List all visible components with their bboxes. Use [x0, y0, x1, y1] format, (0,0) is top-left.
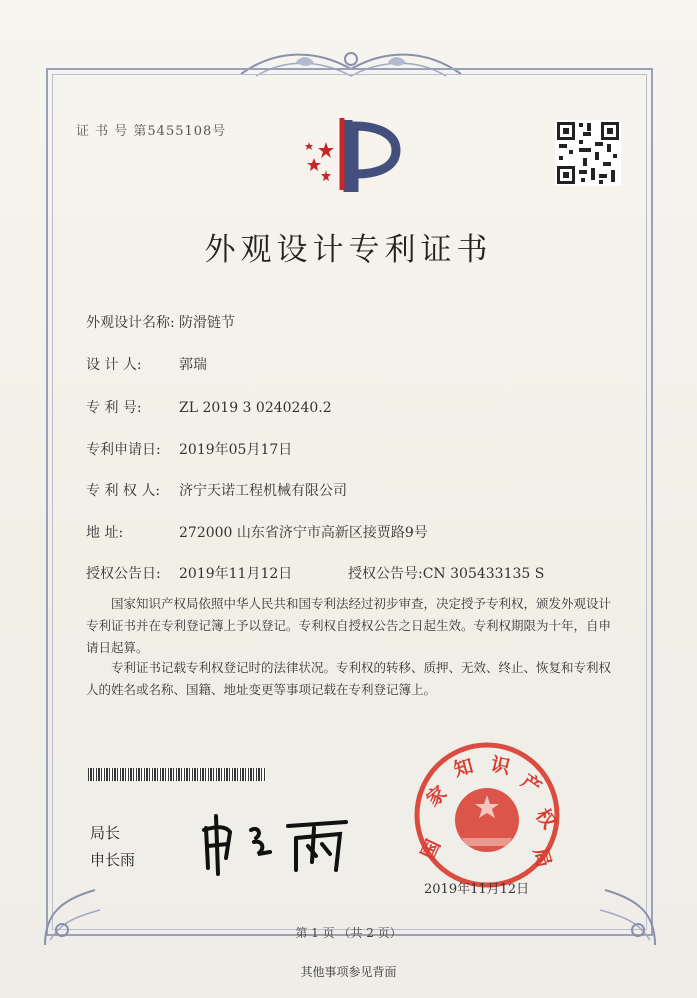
patent-office-emblem [296, 112, 406, 192]
field-patent-number [86, 397, 332, 417]
seal-char: 权 [531, 804, 561, 833]
field-address [86, 522, 428, 542]
seal-char: 识 [488, 753, 513, 779]
field-label: 专利申请日: [86, 442, 161, 458]
seal-char: 国 [417, 836, 446, 863]
field-label: 授权公告日: [86, 566, 161, 582]
certificate-number: 证 书 号 第5455108号 [76, 124, 227, 139]
official-seal [412, 740, 562, 890]
body-paragraph-1: 国家知识产权局依照中华人民共和国专利法经过初步审查，决定授予专利权，颁发外观设计专利证书并在专利登记簿上予以登记。专利权自授权公告之日起生效。专利权期限为十年，自申请日起算。 [86, 596, 612, 655]
field-value: ZL 2019 3 0240240.2 [179, 400, 332, 416]
field-grant-date [86, 563, 292, 583]
qr-code [555, 120, 621, 186]
seal-char: 局 [528, 845, 556, 870]
field-label: 专 利 号: [86, 400, 142, 416]
stamp-date: 2019年11月12日 [424, 882, 530, 897]
certificate-title: 外观设计专利证书 [204, 232, 493, 268]
seal-char: 知 [451, 754, 476, 782]
field-label: 外观设计名称: [86, 315, 175, 331]
field-label: 地 址: [86, 525, 124, 541]
field-grant-number [348, 563, 544, 583]
field-label: 专 利 权 人: [86, 483, 161, 499]
field-value: 2019年11月12日 [179, 566, 293, 582]
back-note: 其他事项参见背面 [300, 965, 397, 979]
field-value: 防滑链节 [179, 315, 235, 331]
field-application-date [86, 439, 292, 459]
field-design-name [86, 312, 235, 332]
seal-char: 产 [517, 769, 546, 799]
field-value: 济宁天诺工程机械有限公司 [179, 483, 347, 499]
field-designer [86, 354, 207, 374]
director-title: 局长 [90, 824, 121, 842]
field-label: 设 计 人: [86, 357, 142, 373]
field-value: 272000 山东省济宁市高新区接贾路9号 [179, 525, 428, 541]
director-name: 申长雨 [90, 851, 136, 869]
page-count: 第 1 页 （共 2 页） [295, 926, 402, 940]
director-signature [196, 808, 356, 878]
seal-char: 家 [422, 781, 452, 812]
field-value: CN 305433135 S [422, 566, 545, 582]
field-patentee [86, 480, 347, 500]
barcode [88, 768, 266, 781]
field-label: 授权公告号: [348, 566, 423, 582]
body-paragraph-2: 专利证书记载专利权登记时的法律状况。专利权的转移、质押、无效、终止、恢复和专利权人的姓名或名称、国籍、地址变更等事项记载在专利登记簿上。 [86, 660, 612, 697]
field-value: 2019年05月17日 [179, 442, 293, 458]
field-value: 郭瑞 [179, 357, 207, 373]
